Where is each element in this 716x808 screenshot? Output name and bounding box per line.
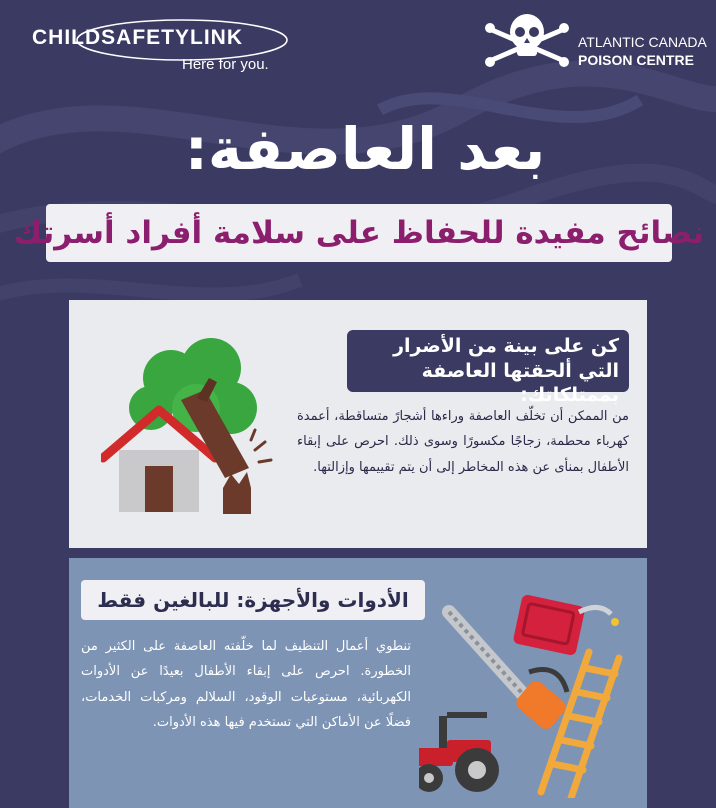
subtitle-banner [13, 204, 705, 262]
storm-damage-card [69, 300, 647, 548]
poison-centre-line1: ATLANTIC CANADA [578, 34, 707, 50]
tools-heading: الأدوات والأجهزة: للبالغين فقط [97, 588, 409, 612]
tools-text: تنطوي أعمال التنظيف لما خلّفته العاصفة على الكثير من الخطورة. احرص على إبقاء الأطفال بعيدًا عن الأدوات الكهربائية، مستوعبات الوقود، السلالم ومركبات الخدمات، فضلًا عن الأماكن التي تستخدم فيها هذه الأدوات. [81, 639, 411, 731]
storm-damage-heading: كن على بينة من الأضرار التي ألحقتها العاصفة بممتلكاتك: [347, 330, 629, 392]
tools-heading-banner [81, 580, 425, 620]
fuel-can-icon [513, 594, 619, 656]
poison-centre-logo [484, 10, 707, 76]
tools-illustration [419, 592, 641, 798]
childsafetylink-logo [32, 16, 292, 78]
tools-card [69, 558, 647, 808]
subtitle-text: نصائح مفيدة للحفاظ على سلامة أفراد أسرتك [13, 215, 705, 251]
page-title: بعد العاصفة: [184, 115, 546, 183]
poison-centre-line2: POISON CENTRE [578, 52, 694, 68]
storm-damage-text: من الممكن أن تخلّف العاصفة وراءها أشجارً متساقطة، أعمدة كهرباء محطمة، زجاجًا مكسورًا وسوى ذلك. احرص على إبقاء الأطفال بمنأى عن هذه المخاطر إلى أن يتم تقييمها وإزالتها. [297, 409, 629, 475]
brand-tagline: Here for you. [182, 56, 269, 73]
fallen-tree-house-icon [101, 338, 277, 518]
brand-name: CHILDSAFETYLINK [32, 26, 243, 49]
tractor-icon [419, 712, 499, 792]
skull-crossbones-icon [484, 10, 570, 76]
